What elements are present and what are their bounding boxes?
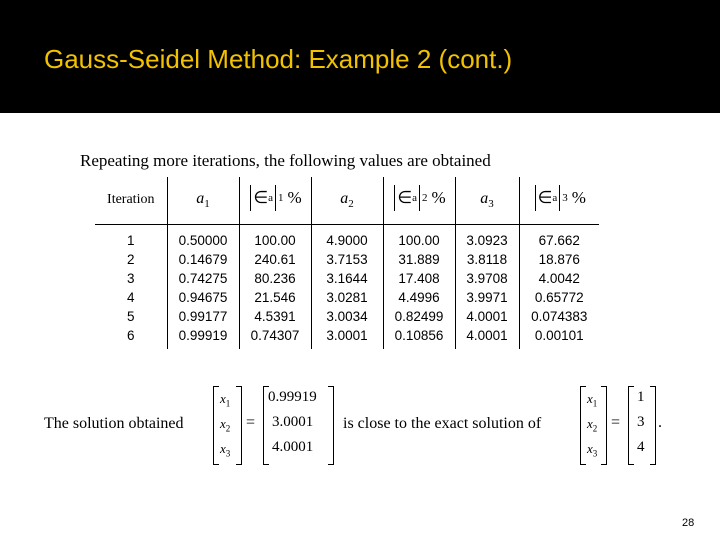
error-a3-cell: 18.876 (538, 251, 580, 267)
solution-var-x3: $x_3$ (220, 441, 231, 459)
error-a3-cell: 0.00101 (534, 327, 584, 343)
a3-cell: 3.9708 (455, 269, 519, 288)
intro-text: Repeating more iterations, the following values are obtained (80, 151, 491, 170)
a2-cell: 3.0001 (311, 326, 383, 349)
exact-var-x3: $x_3$ (587, 441, 598, 459)
error-a2-cell: 0.82499 (383, 307, 455, 326)
error-a1-cell: 0.74307 (239, 326, 311, 349)
header-error-a3: ∈ a 3 % (519, 177, 599, 224)
error-a2-cell: 31.889 (383, 250, 455, 269)
solution-value-2: 3.0001 (272, 414, 314, 430)
exact-equals: = (611, 414, 621, 431)
header-error-a1: ∈ a 1 % (239, 177, 311, 224)
a1-cell: 0.94675 (167, 288, 239, 307)
exact-value-3: 4 (637, 439, 645, 455)
page-number: 28 (682, 517, 695, 529)
solution-var-x2: $x_2$ (220, 416, 231, 434)
iteration-cell: 4 (95, 288, 167, 307)
a2-cell: 3.7153 (311, 250, 383, 269)
exact-period: . (658, 414, 662, 431)
header-a1: $a_1$ (167, 177, 239, 224)
exact-var-x1: $x_1$ (587, 391, 598, 409)
slide-title: Gauss-Seidel Method: Example 2 (cont.) (44, 44, 513, 74)
a3-cell: 3.8118 (455, 250, 519, 269)
exact-solution-label: is close to the exact solution of (343, 415, 542, 432)
error-a1-cell: 100.00 (239, 224, 311, 250)
error-a3-cell: 0.65772 (534, 289, 584, 305)
a1-cell: 0.74275 (167, 269, 239, 288)
iteration-cell: 2 (95, 250, 167, 269)
table-row (95, 326, 599, 349)
a1-cell: 0.99919 (167, 326, 239, 349)
error-a1-cell: 4.5391 (239, 307, 311, 326)
a1-cell: 0.14679 (167, 250, 239, 269)
solution-equals: = (246, 414, 256, 431)
error-a2-cell: 17.408 (383, 269, 455, 288)
table-row (95, 307, 599, 326)
error-a2-cell: 100.00 (383, 224, 455, 250)
error-a3-cell: 4.0042 (538, 270, 580, 286)
header-a2: $a_2$ (311, 177, 383, 224)
table-row (95, 269, 599, 288)
exact-var-x2: $x_2$ (587, 416, 598, 434)
error-a3-cell: 0.074383 (531, 308, 588, 324)
a2-cell: 4.9000 (311, 224, 383, 250)
error-a2-cell: 0.10856 (383, 326, 455, 349)
a3-cell: 4.0001 (455, 326, 519, 349)
a1-cell: 0.50000 (167, 224, 239, 250)
a3-cell: 4.0001 (455, 307, 519, 326)
iteration-cell: 1 (95, 224, 167, 250)
a2-cell: 3.0281 (311, 288, 383, 307)
solution-label: The solution obtained (44, 415, 184, 432)
iteration-table (95, 177, 599, 349)
a1-cell: 0.99177 (167, 307, 239, 326)
table-row (95, 224, 599, 250)
solution-value-3: 4.0001 (272, 439, 314, 455)
table-header-row (95, 177, 599, 224)
error-a1-cell: 240.61 (239, 250, 311, 269)
header-a3: $a_3$ (455, 177, 519, 224)
iteration-cell: 5 (95, 307, 167, 326)
iteration-cell: 6 (95, 326, 167, 349)
iteration-cell: 3 (95, 269, 167, 288)
a2-cell: 3.1644 (311, 269, 383, 288)
error-a1-cell: 80.236 (239, 269, 311, 288)
table-row (95, 250, 599, 269)
error-a1-cell: 21.546 (239, 288, 311, 307)
a3-cell: 3.0923 (455, 224, 519, 250)
error-a3-cell: 67.662 (538, 232, 580, 248)
exact-value-2: 3 (637, 414, 645, 430)
exact-value-1: 1 (637, 389, 645, 405)
table-row (95, 288, 599, 307)
solution-value-1: 0.99919 (268, 389, 317, 405)
header-error-a2: ∈ a 2 % (383, 177, 455, 224)
solution-var-x1: $x_1$ (220, 391, 231, 409)
header-iteration: Iteration (95, 177, 167, 224)
a3-cell: 3.9971 (455, 288, 519, 307)
a2-cell: 3.0034 (311, 307, 383, 326)
error-a2-cell: 4.4996 (383, 288, 455, 307)
